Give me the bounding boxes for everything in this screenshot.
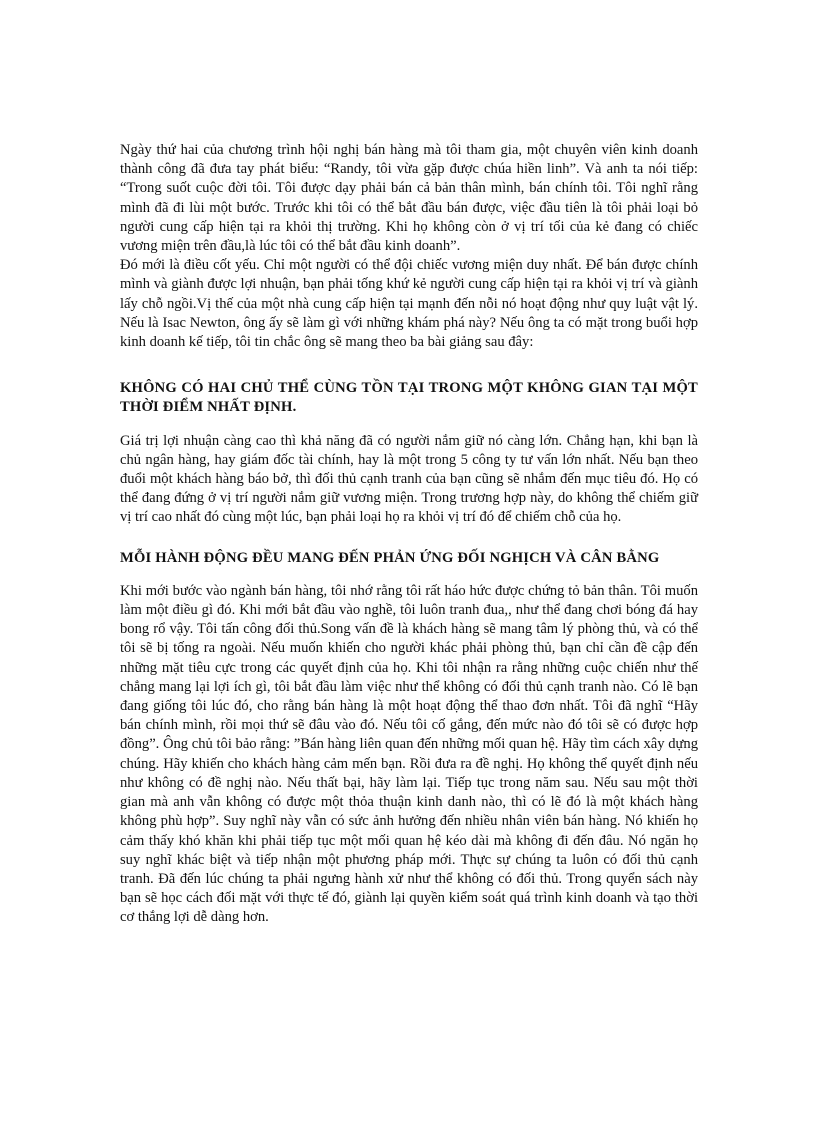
body-paragraph-sales-story: Khi mới bước vào ngành bán hàng, tôi nhớ rằng tôi rất háo hức được chứng tỏ bản thân. Tôi muốn làm một điều gì đó. Khi mới bắt đầu vào nghề, tôi luôn tranh đua,, như thể đang chơi bóng đá hay bong rổ vậy. Tôi tấn công đối thủ.Song vấn đề là khách hàng sẽ mang tâm lý phòng thủ, và có thể tôi sẽ bị tống ra ngoài. Nếu muốn khiến cho người khác phải phòng thủ, bạn chỉ cần đề cập đến những mặt tiêu cực trong các quyết định của họ. Khi tôi nhận ra rằng những cuộc chiến như thế chẳng mang lại lợi ích gì, tôi bắt đầu làm việc như thể không có đối thủ cạnh tranh nào. Có lẽ bạn đang giống tôi lúc đó, cho rằng bán hàng là một hoạt động thể thao đơn nhất. Tôi đã nghĩ “Hãy bán chính mình, rồi mọi thứ sẽ đâu vào đó. Nếu tôi cố gắng, đến mức nào đó tôi sẽ có được hợp đồng”. Ông chủ tôi bảo rằng: ”Bán hàng liên quan đến những mối quan hệ. Hãy tìm cách xây dựng chúng. Hãy khiến cho khách hàng cảm mến bạn. Rồi đưa ra đề nghị. Họ không thể quyết định nếu như không có đề nghị nào. Nếu thất bại, hãy làm lại. Tiếp tục trong năm sau. Nếu sau một thời gian mà anh vẫn không có được một thỏa thuận kinh danh nào, thì có lẽ đó là một khách hàng không phù hợp”. Suy nghĩ này vẫn có sức ảnh hưởng đến nhiều nhân viên bán hàng. Nó khiến họ cảm thấy khó khăn khi phải tiếp tục một mối quan hệ kéo dài mà không đi đến đâu. Nó ngăn họ suy nghĩ khác biệt và tiếp nhận một phương pháp mới. Thực sự chúng ta luôn có đối thủ cạnh tranh. Đã đến lúc chúng ta phải ngưng hành xử như thể không có đối thủ. Trong quyển sách này bạn sẽ học cách đối mặt với thực tế đó, giành lại quyền kiểm soát quá trình kinh doanh và tạo thời cơ thắng lợi dễ dàng hơn. xyxy=(120,582,698,926)
body-paragraph-value: Giá trị lợi nhuận càng cao thì khả năng đã có người nắm giữ nó càng lớn. Chẳng hạn, khi bạn là chủ ngân hàng, hay giám đốc tài chính, hay là một trong 5 công ty tư vấn lớn nhất. Nếu bạn theo đuổi một khách hàng báo bở, thì đối thủ cạnh tranh của bạn cũng sẽ nhắm đến mục tiêu đó. Họ có thể đang đứng ở vị trí người nắm giữ vương miện. Trong trương hợp này, do không thể chiếm giữ vị trí cao nhất đó cùng một lúc, bạn phải loại họ ra khỏi vị trí đó để chiếm chỗ của họ. xyxy=(120,432,698,526)
heading-action-reaction: MỖI HÀNH ĐỘNG ĐỀU MANG ĐẾN PHẢN ỨNG ĐỐI NGHỊCH VÀ CÂN BẰNG xyxy=(120,549,660,566)
intro-paragraph-2: Đó mới là điều cốt yếu. Chỉ một người có thể đội chiếc vương miện duy nhất. Để bán được chính mình và giành được lợi nhuận, bạn phải tống khứ kẻ người cung cấp hiện tại ra khỏi vị trí và giành lấy chỗ ngồi.Vị thế của một nhà cung cấp hiện tại mạnh đến nỗi nó hoạt động như quy luật vật lý. Nếu là Isac Newton, ông ấy sẽ làm gì với những khám phá này? Nếu ông ta có mặt trong buổi hợp kinh doanh kế tiếp, tôi tin chắc ông sẽ mang theo ba bài giảng sau đây: xyxy=(120,257,698,351)
intro-paragraph-1: Ngày thứ hai của chương trình hội nghị bán hàng mà tôi tham gia, một chuyên viên kinh doanh thành công đã đưa tay phát biểu: “Randy, tôi vừa gặp được chúa hiền linh”. Và anh ta nói tiếp: “Trong suốt cuộc đời tôi. Tôi được dạy phải bán cả bản thân mình, bán chính tôi. Tôi nghĩ rằng mình đã đi lùi một bước. Trước khi tôi có thể bắt đầu bán được, việc đầu tiên là tôi phải loại bỏ người cung cấp hiện tại ra khỏi thị trường. Khi họ không còn ở vị trí tối của kẻ đang có chiếc vương miện trên đầu,là lúc tôi có thể bắt đầu kinh doanh”. xyxy=(120,142,698,255)
document-page xyxy=(120,141,698,928)
heading-no-two-bodies: KHÔNG CÓ HAI CHỦ THỂ CÙNG TỒN TẠI TRONG MỘT KHÔNG GIAN TẠI MỘT THỜI ĐIỂM NHẤT ĐỊNH. xyxy=(120,380,698,416)
